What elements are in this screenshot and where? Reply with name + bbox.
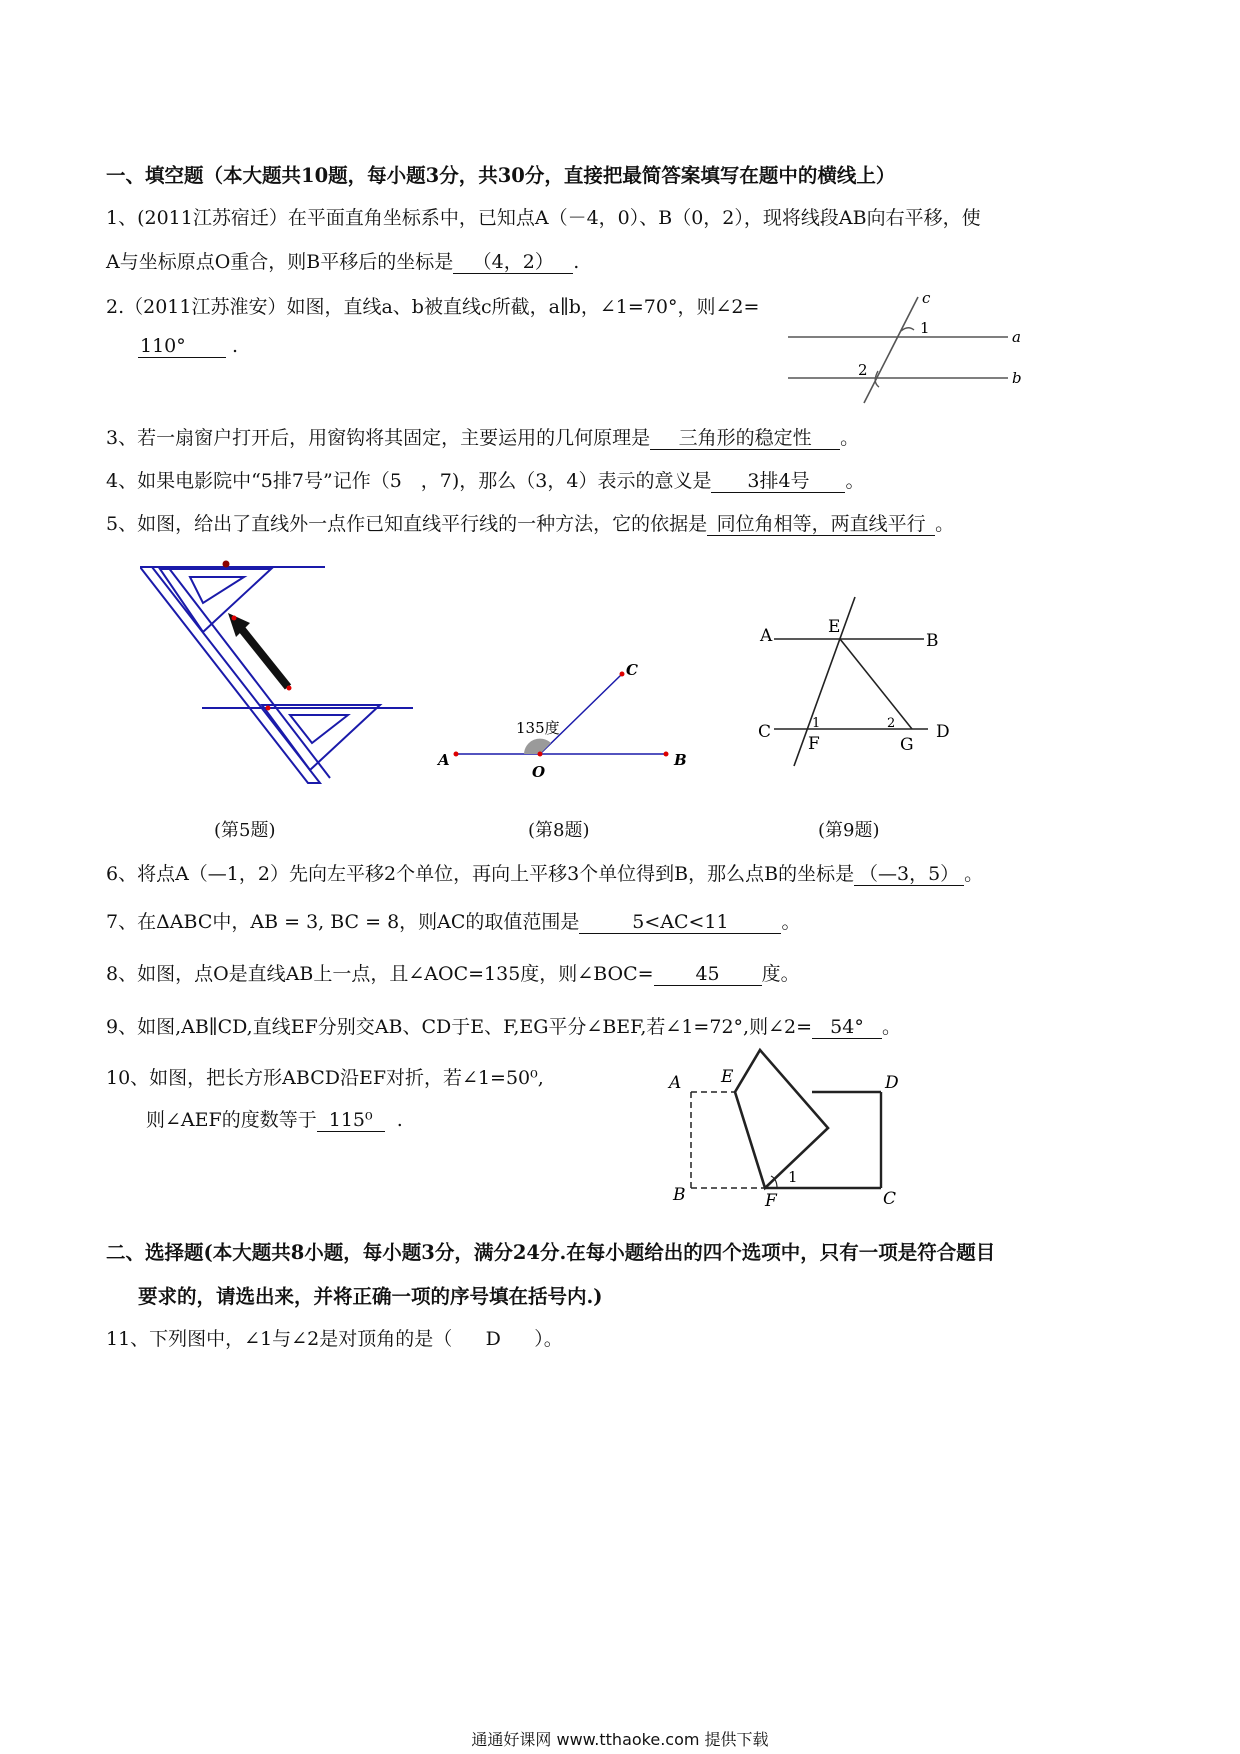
q10-figure	[665, 1042, 915, 1222]
fig5-mark-2	[232, 616, 237, 621]
fig5-arrow-shaft	[240, 627, 288, 687]
q5-answer-blank: 同位角相等，两直线平行	[707, 514, 935, 536]
q1-answer-blank: （4，2）	[453, 252, 573, 274]
q5-end: 。	[935, 513, 955, 535]
section2-heading-line2: 要求的，请选出来，并将正确一项的序号填在括号内.)	[138, 1285, 603, 1308]
q5-line	[106, 509, 954, 536]
fig9-caption: (第9题)	[818, 820, 880, 841]
q3-end: 。	[840, 427, 860, 449]
fig9-label-f: F	[808, 734, 820, 754]
q2-line2	[138, 335, 238, 358]
q6-text: 6、将点A（—1，2）先向左平移2个单位，再向上平移3个单位得到B，那么点B的坐标是	[106, 863, 855, 885]
fig9-label-a: A	[760, 626, 773, 646]
q3-line	[106, 423, 859, 450]
fig9-label-d: D	[936, 722, 950, 742]
fig8-label-o: O	[532, 763, 546, 781]
fig9-label-c: C	[758, 722, 772, 742]
q3-text: 3、若一扇窗户打开后，用窗钩将其固定，主要运用的几何原理是	[106, 427, 651, 449]
q2-label-b: b	[1012, 369, 1022, 387]
q10-line2-end: .	[396, 1109, 403, 1131]
q10-line1: 10、如图，把长方形ABCD沿EF对折，若∠1=50⁰,	[106, 1067, 544, 1089]
q11-line	[106, 1324, 563, 1351]
q10-label-e: E	[721, 1067, 734, 1087]
q7-text: 7、在ΔABC中，AB = 3, BC = 8，则AC的取值范围是	[106, 911, 580, 933]
fig5-caption: (第5题)	[214, 820, 276, 841]
line-c	[864, 297, 918, 403]
q9-text: 9、如图,AB∥CD,直线EF分别交AB、CD于E、F,EG平分∠BEF,若∠1=72°,则∠2=	[106, 1016, 812, 1038]
section2-heading-line1: 二、选择题(本大题共8小题，每小题3分，满分24分.在每小题给出的四个选项中，只有一项是符合题目	[106, 1241, 996, 1264]
q8-end: 度。	[761, 963, 800, 985]
q3-answer-blank: 三角形的稳定性	[650, 428, 840, 450]
fig5-ruler	[140, 567, 320, 783]
q10-label-c: C	[883, 1189, 897, 1209]
q1-line2	[106, 247, 579, 274]
q2-answer-blank: 110°	[138, 336, 226, 358]
fig9-segment-eg	[840, 639, 912, 729]
fig8-figure	[430, 655, 700, 785]
q6-line	[106, 859, 983, 886]
fig8-ray-oc	[540, 674, 622, 754]
q2-line1: 2.（2011江苏淮安）如图，直线a、b被直线c所截，a∥b，∠1=70°，则∠2=	[106, 296, 760, 318]
q1-line2-end: .	[573, 251, 580, 273]
q7-line	[106, 907, 800, 934]
q10-label-f: F	[765, 1191, 777, 1211]
q11-text: 11、下列图中，∠1与∠2是对顶角的是（	[106, 1328, 453, 1350]
q10-label-angle1: 1	[788, 1168, 798, 1186]
fig8-point-b	[664, 752, 669, 757]
q2-line2-end: .	[232, 335, 239, 357]
q10-label-a: A	[669, 1073, 682, 1093]
q4-answer-blank: 3排4号	[711, 471, 845, 493]
fig8-label-b: B	[674, 751, 687, 769]
fig8-angle-label: 135度	[516, 719, 560, 737]
fig9-label-e: E	[828, 617, 841, 637]
q1-line1: 1、(2011江苏宿迁）在平面直角坐标系中，已知点A（－4，0）、B（0，2），现将线段AB向右平移，使	[106, 207, 981, 229]
fig5-set-square-top-inner	[190, 577, 244, 603]
q9-end: 。	[882, 1016, 902, 1038]
page-footer: 通通好课网 www.tthaoke.com 提供下载	[471, 1730, 769, 1749]
q8-text: 8、如图，点O是直线AB上一点，且∠AOC=135度，则∠BOC=	[106, 963, 654, 985]
q8-line	[106, 959, 800, 986]
q9-line	[106, 1012, 901, 1039]
fig8-point-c	[620, 672, 625, 677]
fig8-label-a: A	[438, 751, 450, 769]
q5-text: 5、如图，给出了直线外一点作已知直线平行线的一种方法，它的依据是	[106, 513, 708, 535]
q2-label-1: 1	[920, 319, 930, 337]
fig9-label-angle1: 1	[812, 716, 821, 731]
q6-end: 。	[964, 863, 984, 885]
fig8-angle-sector	[524, 739, 551, 754]
section1-heading: 一、填空题（本大题共10题，每小题3分，共30分，直接把最简答案填写在题中的横线上）	[106, 164, 896, 187]
q4-text: 4、如果电影院中“5排7号”记作（5 ，7)，那么（3，4）表示的意义是	[106, 470, 712, 492]
fig9-label-angle2: 2	[887, 716, 896, 731]
fig8-caption: (第8题)	[528, 820, 590, 841]
fig9-label-b: B	[926, 631, 939, 651]
q2-label-a: a	[1012, 328, 1021, 346]
q4-line	[106, 466, 864, 493]
fig5-point	[223, 561, 230, 568]
q10-line2-text: 则∠AEF的度数等于	[146, 1109, 317, 1131]
q8-answer-blank: 45	[654, 964, 762, 986]
q2-label-c: c	[922, 289, 931, 307]
fig5-figure	[140, 555, 425, 790]
q6-answer-blank: （—3，5）	[854, 864, 964, 886]
q10-folded-part	[735, 1050, 828, 1188]
fig8-point-a	[454, 752, 459, 757]
fig5-mark-1	[287, 686, 292, 691]
q10-answer-blank: 115⁰	[317, 1110, 385, 1132]
fig8-point-o	[538, 752, 543, 757]
fig5-ruler-edge	[168, 567, 330, 778]
fig9-figure	[752, 593, 967, 768]
q11-end: ）。	[534, 1328, 563, 1350]
q10-label-b: B	[673, 1185, 686, 1205]
fig8-label-c: C	[626, 661, 638, 679]
q4-end: 。	[845, 470, 865, 492]
q2-figure	[780, 285, 1025, 410]
q10-line2	[146, 1105, 403, 1132]
q9-answer-blank: 54°	[812, 1017, 882, 1039]
q2-label-2: 2	[858, 361, 868, 379]
q11-answer: D	[485, 1328, 501, 1350]
q7-answer-blank: 5<AC<11	[579, 912, 781, 934]
q7-end: 。	[781, 911, 801, 933]
fig9-line-ef	[794, 597, 855, 766]
q10-label-d: D	[885, 1073, 899, 1093]
fig5-mark-3	[266, 706, 271, 711]
q1-line2-text: A与坐标原点O重合，则B平移后的坐标是	[106, 251, 454, 273]
fig9-label-g: G	[900, 735, 914, 755]
